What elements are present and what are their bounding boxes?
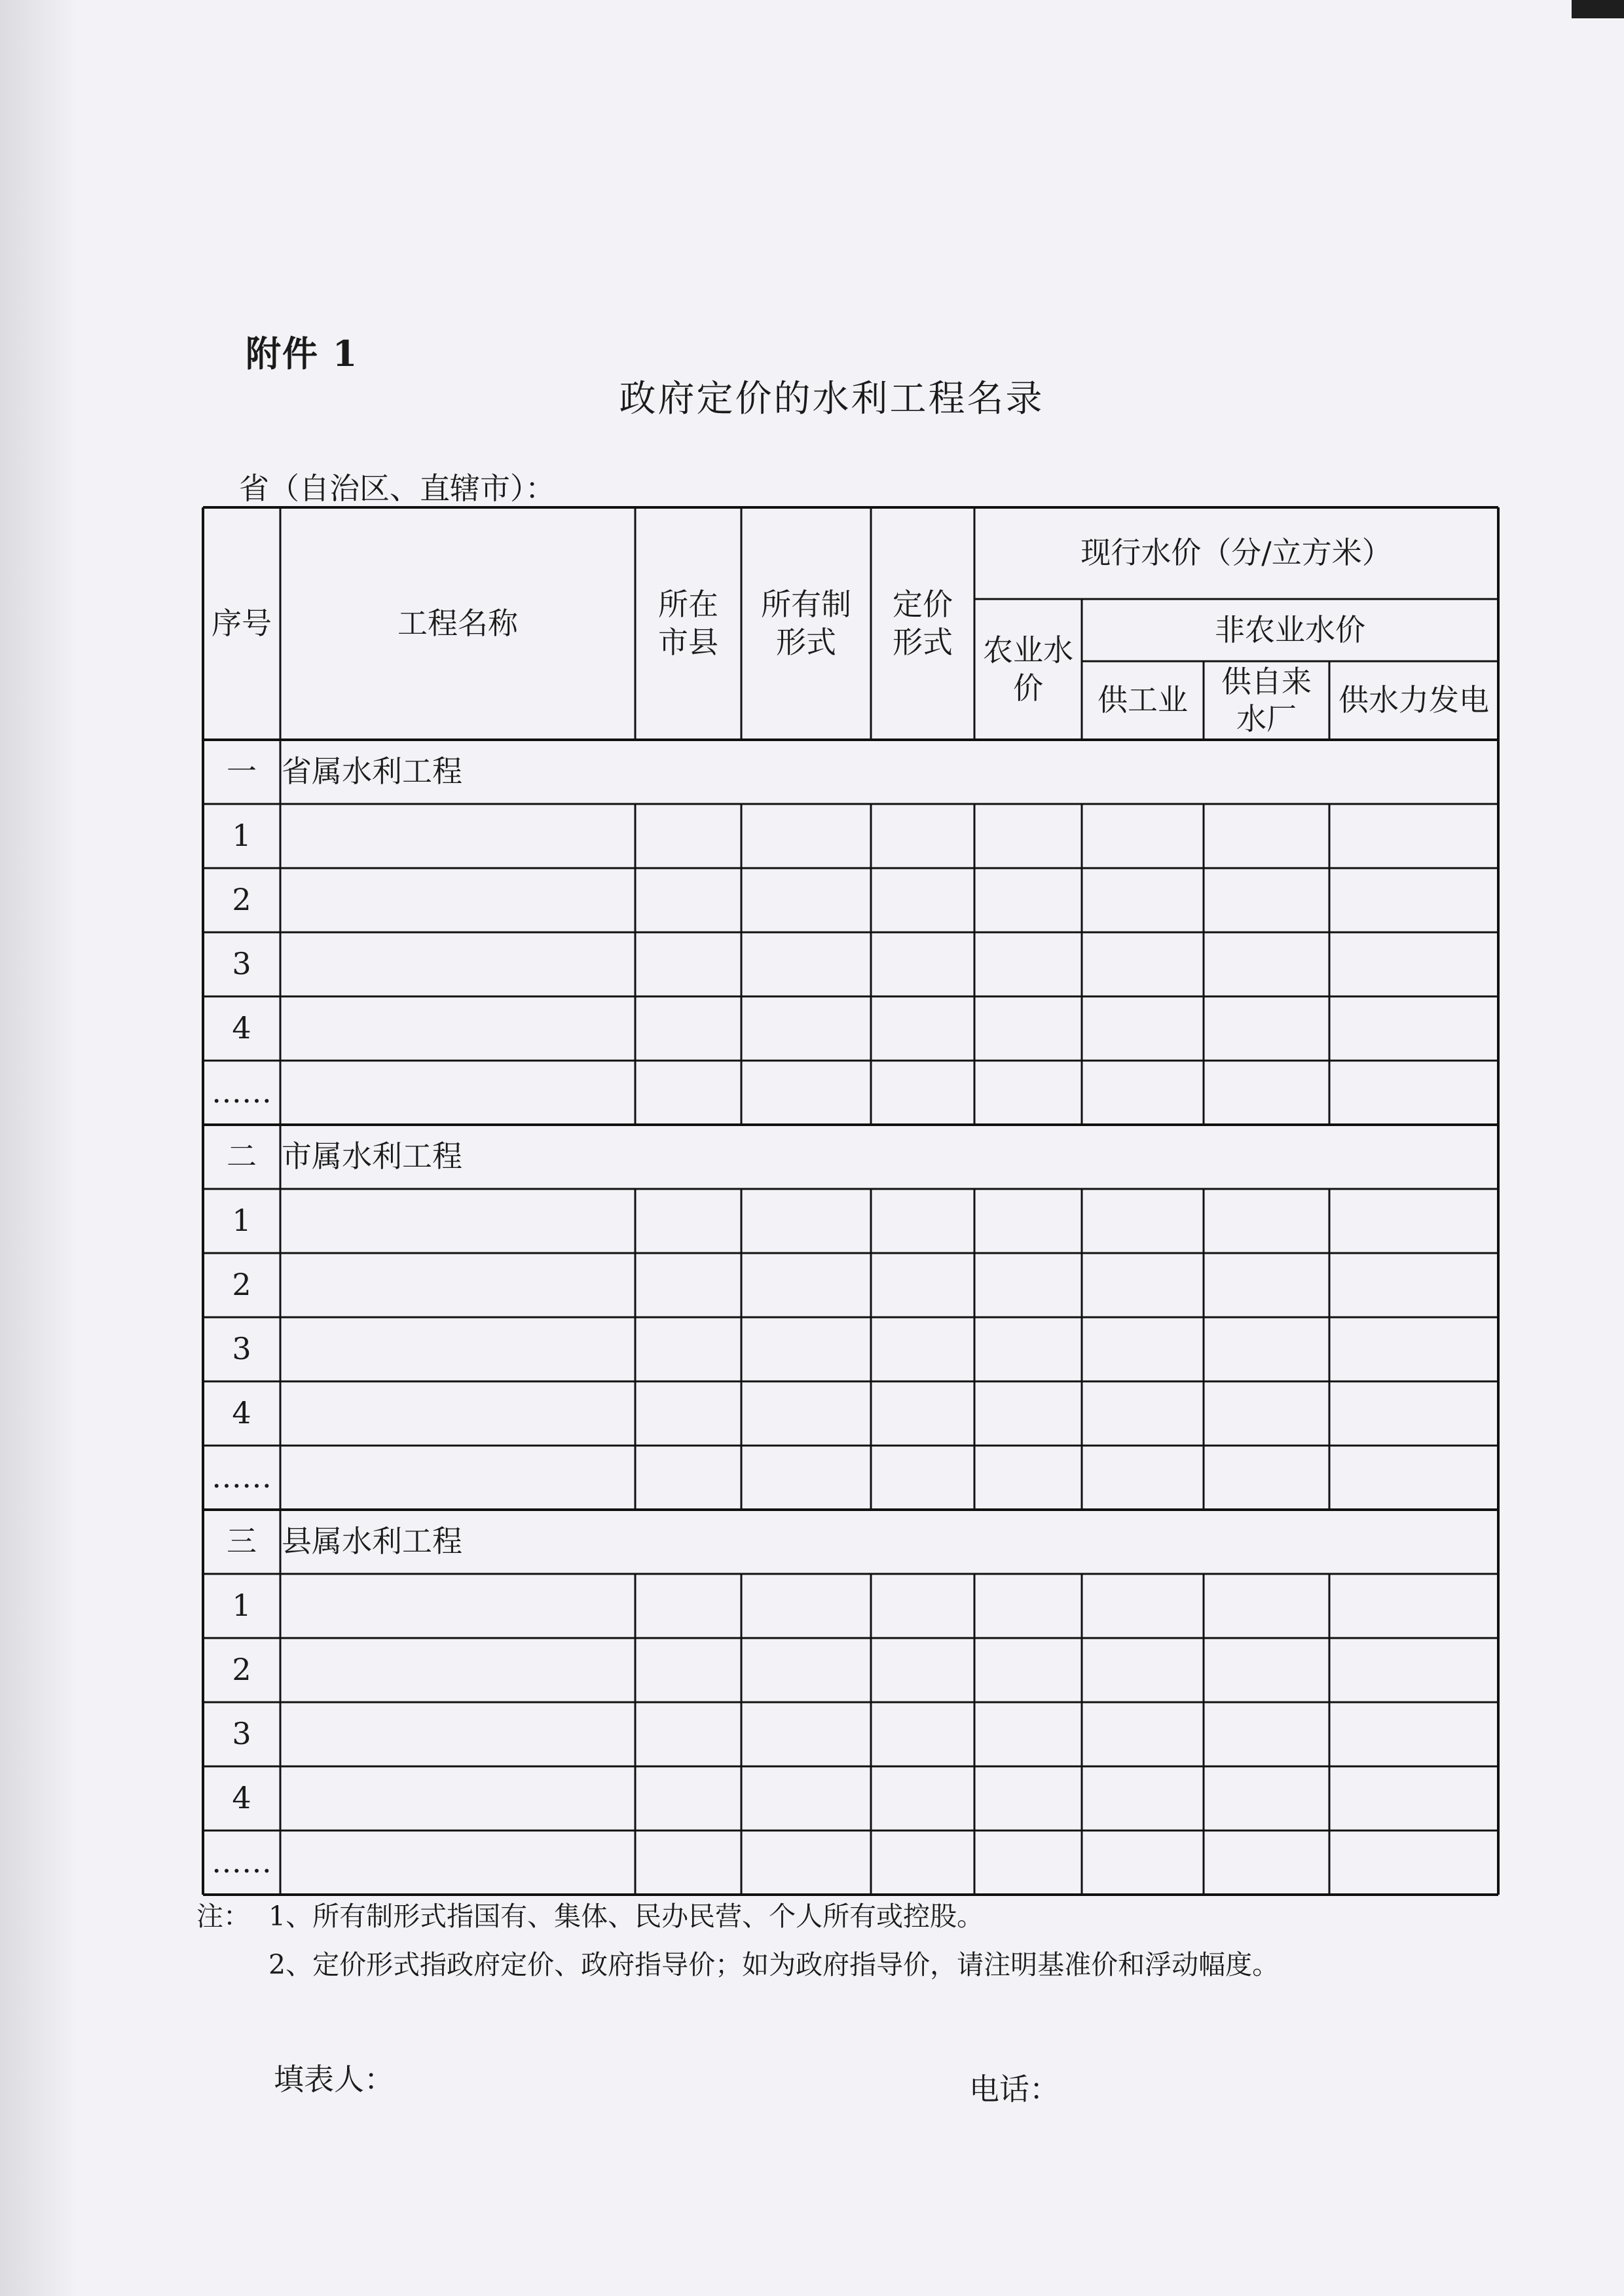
header-tap-water-plant: 供自来水厂 xyxy=(1221,663,1312,737)
table-input-cell[interactable] xyxy=(741,1061,871,1125)
table-input-cell[interactable] xyxy=(974,804,1082,868)
table-input-cell[interactable] xyxy=(741,1253,871,1317)
table-input-cell[interactable] xyxy=(741,804,871,868)
table-input-cell[interactable] xyxy=(741,1446,871,1510)
table-input-cell[interactable] xyxy=(635,1189,741,1253)
row-number: 3 xyxy=(232,1716,251,1752)
table-input-cell[interactable] xyxy=(635,1381,741,1446)
section-number: 一 xyxy=(227,754,257,790)
table-input-cell[interactable] xyxy=(1329,1189,1498,1253)
table-input-cell[interactable] xyxy=(1082,1831,1204,1895)
header-city-county: 所在市县 xyxy=(658,587,718,660)
table-input-cell[interactable] xyxy=(1204,1831,1329,1895)
table-input-cell[interactable] xyxy=(974,1702,1082,1766)
table-input-cell[interactable] xyxy=(1204,1317,1329,1381)
header-seq: 序号 xyxy=(212,605,272,641)
table-input-cell[interactable] xyxy=(635,1446,741,1510)
row-number: 4 xyxy=(232,1780,251,1816)
attachment-label: 附件 1 xyxy=(246,333,359,374)
table-input-cell[interactable] xyxy=(280,996,635,1061)
table-input-cell[interactable] xyxy=(871,804,974,868)
table-input-cell[interactable] xyxy=(1329,1766,1498,1831)
table-input-cell[interactable] xyxy=(1082,1061,1204,1125)
table-input-cell[interactable] xyxy=(871,996,974,1061)
table-input-cell[interactable] xyxy=(635,932,741,996)
table-input-cell[interactable] xyxy=(1082,1574,1204,1638)
table-input-cell[interactable] xyxy=(741,868,871,932)
table-input-cell[interactable] xyxy=(1204,1574,1329,1638)
table-input-cell[interactable] xyxy=(1329,1638,1498,1702)
header-current-price: 现行水价（分/立方米） xyxy=(1080,535,1392,571)
table-input-cell[interactable] xyxy=(1329,1253,1498,1317)
table-input-cell[interactable] xyxy=(1329,1702,1498,1766)
table-input-cell[interactable] xyxy=(974,868,1082,932)
table-input-cell[interactable] xyxy=(635,1831,741,1895)
table-input-cell[interactable] xyxy=(280,804,635,868)
table-input-cell[interactable] xyxy=(974,1446,1082,1510)
table-input-cell[interactable] xyxy=(871,868,974,932)
row-number: 4 xyxy=(232,1395,251,1431)
table-input-cell[interactable] xyxy=(280,1574,635,1638)
table-input-cell[interactable] xyxy=(280,1381,635,1446)
table-input-cell[interactable] xyxy=(280,1702,635,1766)
table-input-cell[interactable] xyxy=(280,1446,635,1510)
table-input-cell[interactable] xyxy=(1082,1317,1204,1381)
table-input-cell[interactable] xyxy=(741,996,871,1061)
row-number: 1 xyxy=(232,1203,251,1239)
table-input-cell[interactable] xyxy=(1082,1381,1204,1446)
table-input-cell[interactable] xyxy=(871,1253,974,1317)
table-input-cell[interactable] xyxy=(1204,1189,1329,1253)
table-input-cell[interactable] xyxy=(1204,1766,1329,1831)
table-input-cell[interactable] xyxy=(1204,932,1329,996)
table-input-cell[interactable] xyxy=(974,1189,1082,1253)
table-input-cell[interactable] xyxy=(974,1638,1082,1702)
filler-label: 填表人： xyxy=(274,2062,394,2097)
header-industry: 供工业 xyxy=(1098,682,1188,718)
table-input-cell[interactable] xyxy=(1204,1253,1329,1317)
table-input-cell[interactable] xyxy=(1204,1446,1329,1510)
table-input-cell[interactable] xyxy=(1204,1702,1329,1766)
table-input-cell[interactable] xyxy=(635,1638,741,1702)
table-input-cell[interactable] xyxy=(280,1189,635,1253)
table-input-cell[interactable] xyxy=(635,1061,741,1125)
table-input-cell[interactable] xyxy=(1329,1831,1498,1895)
notes xyxy=(196,1892,1279,1989)
table-input-cell[interactable] xyxy=(1204,1061,1329,1125)
table-input-cell[interactable] xyxy=(1329,1446,1498,1510)
table-input-cell[interactable] xyxy=(871,1574,974,1638)
table-input-cell[interactable] xyxy=(1204,804,1329,868)
table-input-cell[interactable] xyxy=(280,1831,635,1895)
table-input-cell[interactable] xyxy=(741,1638,871,1702)
table-input-cell[interactable] xyxy=(1082,1638,1204,1702)
table-input-cell[interactable] xyxy=(280,1766,635,1831)
table-input-cell[interactable] xyxy=(1082,1702,1204,1766)
table-input-cell[interactable] xyxy=(741,1189,871,1253)
table-input-cell[interactable] xyxy=(1204,1638,1329,1702)
header-project-name: 工程名称 xyxy=(397,605,518,641)
header-ownership: 所有制形式 xyxy=(761,587,851,660)
table-input-cell[interactable] xyxy=(871,1061,974,1125)
table-input-cell[interactable] xyxy=(280,1253,635,1317)
row-number: 3 xyxy=(232,946,251,982)
table-input-cell[interactable] xyxy=(741,1702,871,1766)
row-number: 2 xyxy=(232,882,251,918)
table-input-cell[interactable] xyxy=(871,1831,974,1895)
table-input-cell[interactable] xyxy=(871,932,974,996)
table-input-cell[interactable] xyxy=(974,932,1082,996)
table-input-cell[interactable] xyxy=(871,1638,974,1702)
table-input-cell[interactable] xyxy=(1329,1574,1498,1638)
table-input-cell[interactable] xyxy=(741,932,871,996)
table-input-cell[interactable] xyxy=(871,1381,974,1446)
section-number: 三 xyxy=(227,1523,257,1559)
table-input-cell[interactable] xyxy=(1204,996,1329,1061)
header-pricing: 定价形式 xyxy=(893,587,953,660)
table-input-cell[interactable] xyxy=(280,1061,635,1125)
section-title: 县属水利工程 xyxy=(282,1523,462,1559)
row-number: 1 xyxy=(232,818,251,854)
note-2: 2、定价形式指政府定价、政府指导价；如为政府指导价，请注明基准价和浮动幅度。 xyxy=(268,1949,1280,1980)
table-input-cell[interactable] xyxy=(741,1766,871,1831)
row-number: …… xyxy=(212,1459,272,1495)
header-agri-price: 农业水价 xyxy=(983,632,1073,706)
section-title: 市属水利工程 xyxy=(282,1139,462,1175)
table-input-cell[interactable] xyxy=(1329,1381,1498,1446)
table-input-cell[interactable] xyxy=(1082,1189,1204,1253)
row-number: 1 xyxy=(232,1588,251,1624)
table-input-cell[interactable] xyxy=(1082,868,1204,932)
phone-label: 电话： xyxy=(969,2071,1060,2107)
table-input-cell[interactable] xyxy=(871,1189,974,1253)
table-input-cell[interactable] xyxy=(1082,1446,1204,1510)
row-number: 4 xyxy=(232,1010,251,1046)
table-input-cell[interactable] xyxy=(1082,804,1204,868)
table-input-cell[interactable] xyxy=(974,1253,1082,1317)
row-number: 2 xyxy=(232,1652,251,1688)
table-input-cell[interactable] xyxy=(974,1574,1082,1638)
table-input-cell[interactable] xyxy=(635,1702,741,1766)
table-input-cell[interactable] xyxy=(974,1831,1082,1895)
table-input-cell[interactable] xyxy=(1329,1317,1498,1381)
table-input-cell[interactable] xyxy=(635,804,741,868)
table-input-cell[interactable] xyxy=(1082,1766,1204,1831)
table-input-cell[interactable] xyxy=(1329,932,1498,996)
row-number: 3 xyxy=(232,1331,251,1367)
table-input-cell[interactable] xyxy=(635,996,741,1061)
table-input-cell[interactable] xyxy=(635,1317,741,1381)
table-input-cell[interactable] xyxy=(635,868,741,932)
table-input-cell[interactable] xyxy=(1329,996,1498,1061)
table-input-cell[interactable] xyxy=(280,868,635,932)
table-input-cell[interactable] xyxy=(280,932,635,996)
header-hydropower: 供水力发电 xyxy=(1338,682,1489,718)
table-input-cell[interactable] xyxy=(280,1638,635,1702)
row-number: …… xyxy=(212,1844,272,1880)
table-input-cell[interactable] xyxy=(974,996,1082,1061)
table-input-cell[interactable] xyxy=(280,1317,635,1381)
table-input-cell[interactable] xyxy=(635,1766,741,1831)
note-1: 1、所有制形式指国有、集体、民办民营、个人所有或控股。 xyxy=(268,1901,984,1932)
notes-label: 注： xyxy=(196,1901,250,1932)
row-number: 2 xyxy=(232,1267,251,1303)
table-input-cell[interactable] xyxy=(974,1061,1082,1125)
table-input-cell[interactable] xyxy=(1204,868,1329,932)
table-input-cell[interactable] xyxy=(871,1317,974,1381)
table-input-cell[interactable] xyxy=(741,1574,871,1638)
table-input-cell[interactable] xyxy=(1204,1381,1329,1446)
table-input-cell[interactable] xyxy=(974,1317,1082,1381)
table-input-cell[interactable] xyxy=(871,1766,974,1831)
province-field-label: 省（自治区、直辖市）： xyxy=(239,471,555,506)
table-input-cell[interactable] xyxy=(871,1702,974,1766)
table-input-cell[interactable] xyxy=(1082,1253,1204,1317)
table-input-cell[interactable] xyxy=(1329,868,1498,932)
table-input-cell[interactable] xyxy=(1329,804,1498,868)
table-input-cell[interactable] xyxy=(974,1381,1082,1446)
table-input-cell[interactable] xyxy=(741,1381,871,1446)
table-input-cell[interactable] xyxy=(871,1446,974,1510)
table-input-cell[interactable] xyxy=(1082,932,1204,996)
table-input-cell[interactable] xyxy=(741,1831,871,1895)
table-input-cell[interactable] xyxy=(635,1253,741,1317)
document-title: 政府定价的水利工程名录 xyxy=(619,378,1044,420)
header-non-agri-price: 非农业水价 xyxy=(1215,611,1365,647)
table-input-cell[interactable] xyxy=(635,1574,741,1638)
table-input-cell[interactable] xyxy=(1329,1061,1498,1125)
section-number: 二 xyxy=(227,1139,257,1175)
table-input-cell[interactable] xyxy=(1082,996,1204,1061)
section-title: 省属水利工程 xyxy=(282,754,462,790)
row-number: …… xyxy=(212,1074,272,1110)
table-input-cell[interactable] xyxy=(741,1317,871,1381)
table-input-cell[interactable] xyxy=(974,1766,1082,1831)
